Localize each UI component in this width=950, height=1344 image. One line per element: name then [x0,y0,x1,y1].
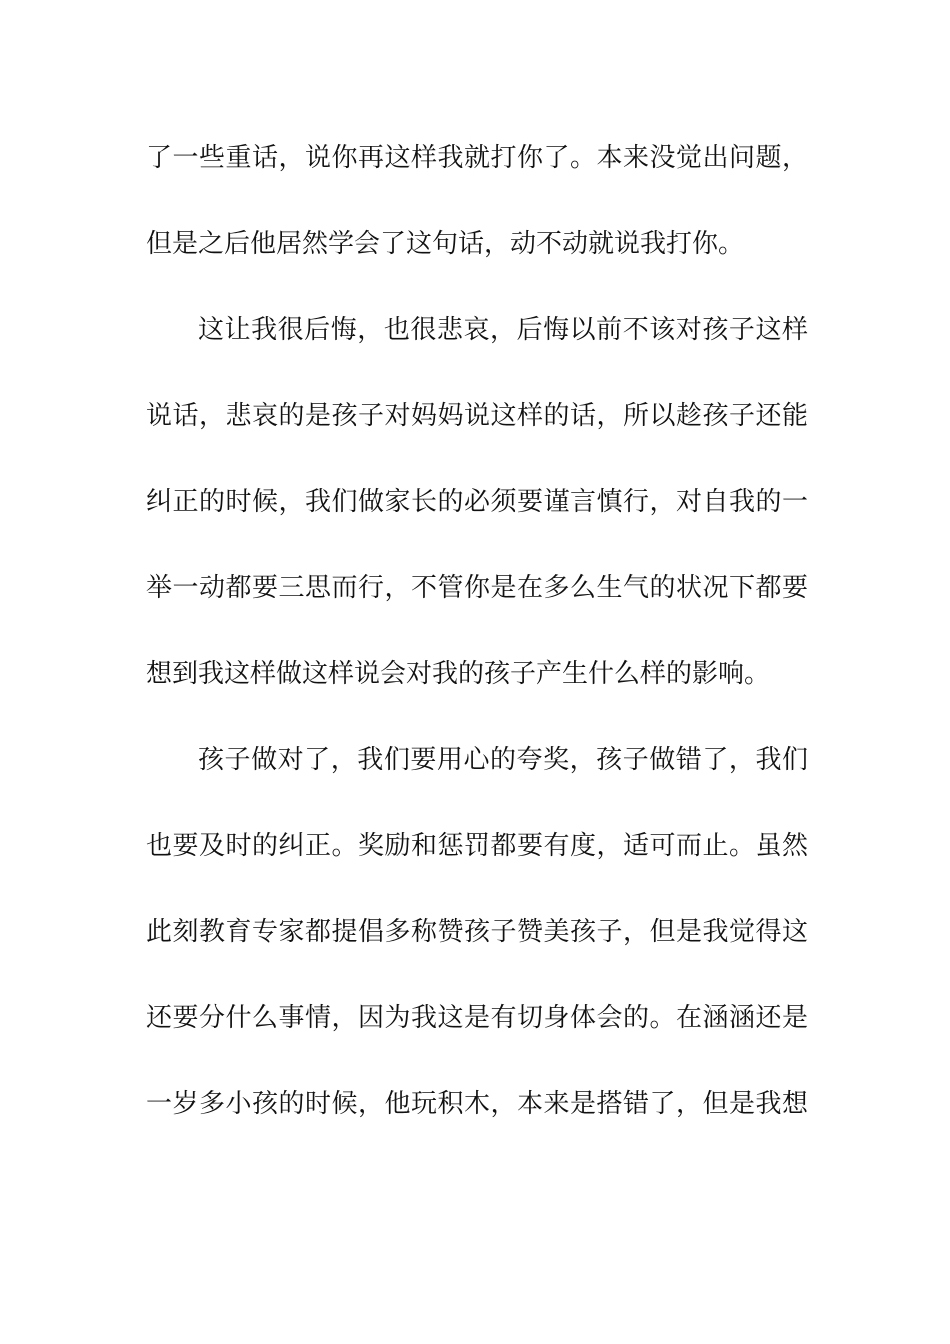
text-line: 孩子做对了，我们要用心的夸奖，孩子做错了，我们 [198,745,808,775]
text-line: 但是之后他居然学会了这句话，动不动就说我打你。 [146,229,745,259]
text-line: 想到我这样做这样说会对我的孩子产生什么样的影响。 [146,659,771,689]
text-line: 也要及时的纠正。奖励和惩罚都要有度，适可而止。虽然 [146,831,808,861]
text-line: 这让我很后悔，也很悲哀，后悔以前不该对孩子这样 [198,315,808,345]
text-line: 此刻教育专家都提倡多称赞孩子赞美孩子，但是我觉得这 [146,917,808,947]
text-line: 说话，悲哀的是孩子对妈妈说这样的话，所以趁孩子还能 [146,401,808,431]
text-line: 纠正的时候，我们做家长的必须要谨言慎行，对自我的一 [146,487,808,517]
text-line: 了一些重话，说你再这样我就打你了。本来没觉出问题， [146,143,808,173]
text-line: 还要分什么事情，因为我这是有切身体会的。在涵涵还是 [146,1003,808,1033]
text-line: 一岁多小孩的时候，他玩积木，本来是搭错了，但是我想 [146,1089,808,1119]
text-line: 举一动都要三思而行，不管你是在多么生气的状况下都要 [146,573,808,603]
